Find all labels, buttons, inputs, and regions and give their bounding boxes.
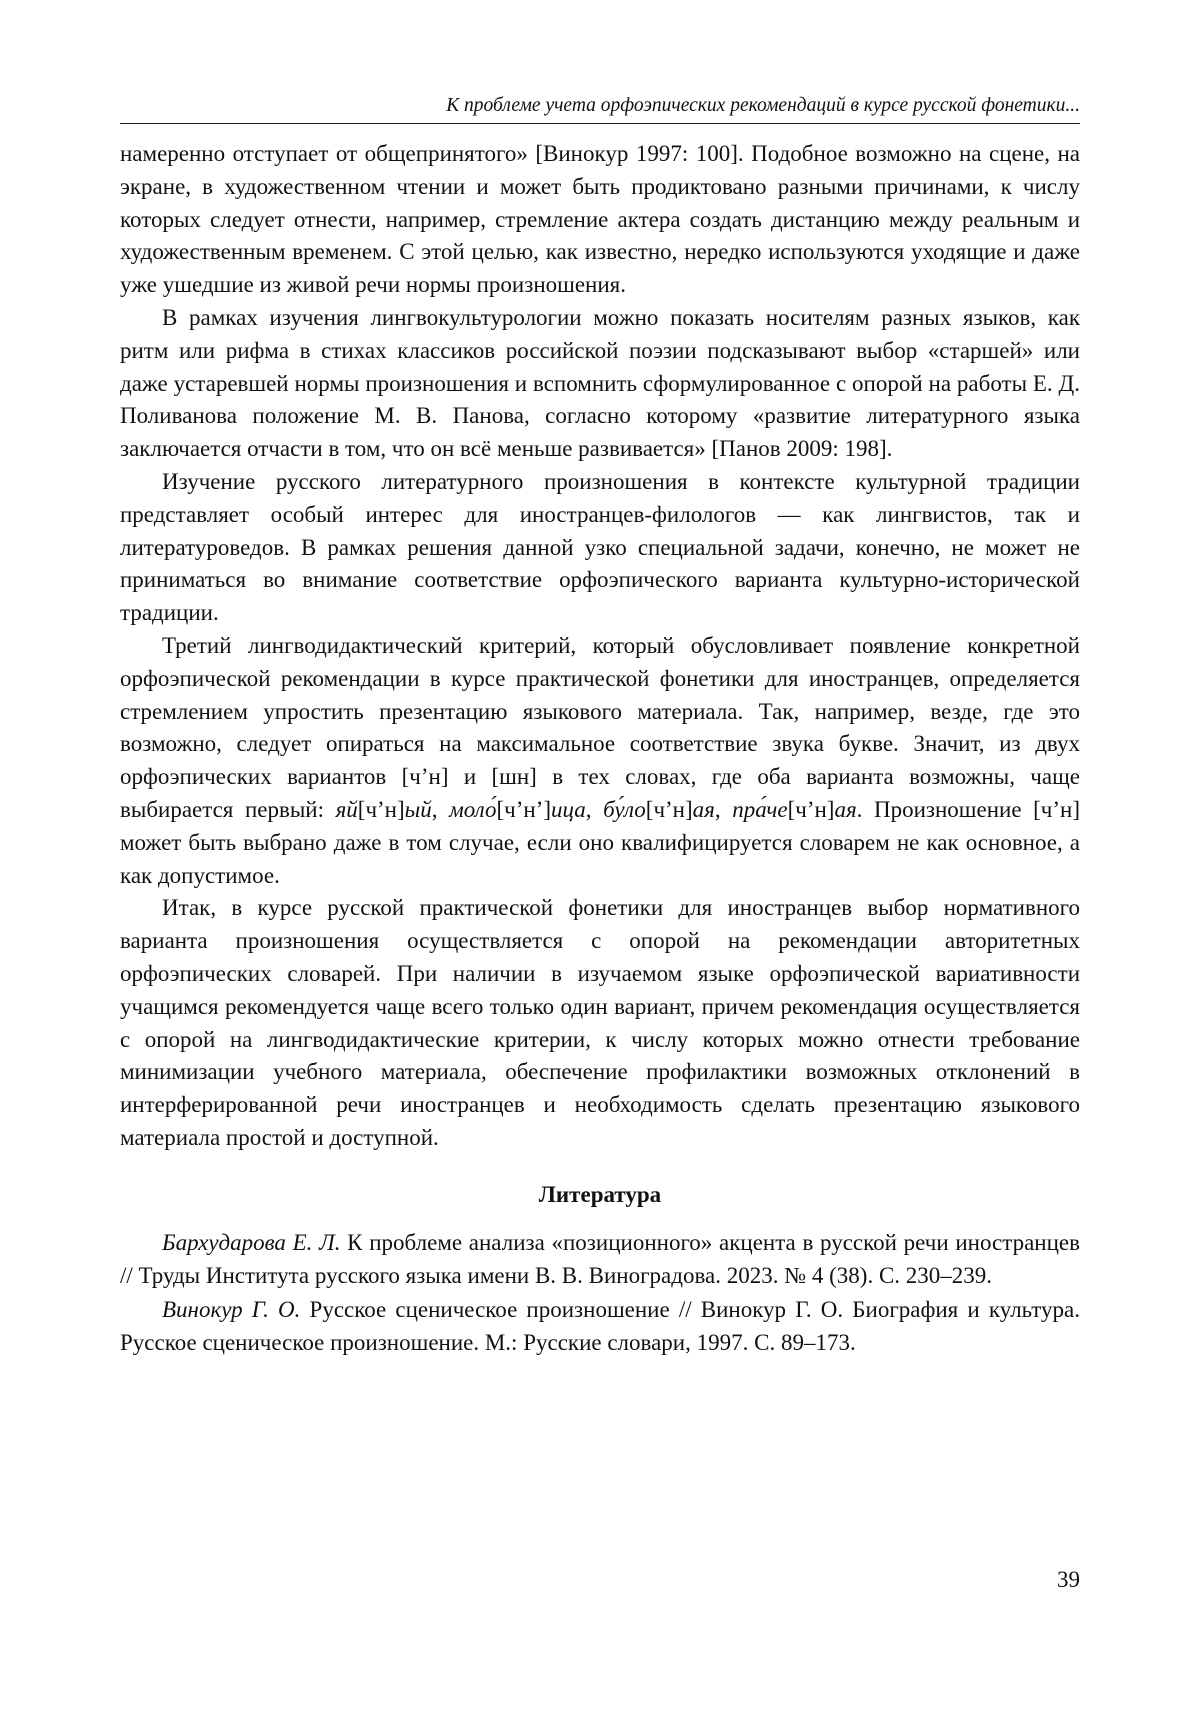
example-2-stem: моло́ [449, 796, 497, 822]
page [120, 94, 1080, 1360]
reference-text: К проблеме анализа «позиционного» акцента в русской речи иностранцев // Труды Института русского языка имени В. В. Виноградова. 2023. № 4 (38). С. 230–239. [120, 1229, 1080, 1288]
example-separator: , [585, 796, 604, 822]
paragraph-2: В рамках изучения лингвокультурологии можно показать носителям разных языков, как ритм или рифма в стихах классиков российской поэзии подсказывают выбор «старшей» или даже устаревшей нормы произношения и вспомнить сформулированное с опорой на работы Е. Д. Поливанова положение М. В. Панова, согласно которому «развитие литературного языка заключается отчасти в том, что он всё меньше развивается» [Панов 2009: 198]. [120, 304, 1080, 462]
running-header: К проблеме учета орфоэпических рекомендаций в курсе русской фонетики... [120, 94, 1080, 124]
paragraph-4-text-a: Третий лингводидактический критерий, который обусловливает появление конкретной орфоэпической рекомендации в курсе практической фонетики для иностранцев, определяется стремлением упростить презентацию языкового материала. Так, например, везде, где это возможно, следует опираться на максимальное соответствие звука букве. Значит, из двух орфоэпических вариантов [ч’н] и [шн] в тех словах, где оба варианта возможны, чаще выбирается первый: [120, 632, 1080, 822]
paragraph-5: Итак, в курсе русской практической фонетики для иностранцев выбор нормативного варианта произношения осуществляется с опорой на рекомендации авторитетных орфоэпических словарей. При наличии в изучаемом языке орфоэпической вариативности учащимся рекомендуется чаще всего только один вариант, причем рекомендация осуществляется с опорой на лингводидактические критерии, к числу которых можно отнести требование минимизации учебного материала, обеспечение профилактики возможных отклонений в интерферированной речи иностранцев и необходимость сделать презентацию языкового материала простой и доступной. [120, 895, 1080, 1150]
example-2-ending: ица [551, 796, 586, 822]
paragraph-1: намеренно отступает от общепринятого» [Винокур 1997: 100]. Подобное возможно на сцене, на экране, в художественном чтении и может быть продиктовано разными причинами, к числу которых следует отнести, например, стремление актера создать дистанцию между реальным и художественным временем. С этой целью, как известно, нередко используются уходящие и даже уже ушедшие из живой речи нормы произношения. [120, 141, 1080, 298]
body-text [120, 138, 1080, 1155]
reference-author: Винокур Г. О. [162, 1297, 301, 1323]
example-4-stem: пра́че [732, 796, 788, 822]
example-4-transcription: [ч’н] [787, 796, 835, 822]
example-4-ending: ая [834, 796, 857, 822]
example-1-stem: яй [335, 796, 358, 822]
references-title: Литература [538, 1181, 662, 1207]
paragraph-4 [120, 630, 1080, 892]
references-list [120, 1227, 1080, 1360]
example-1-ending: ый [404, 796, 432, 822]
reference-item-2 [120, 1294, 1080, 1360]
example-separator: , [431, 796, 450, 822]
example-3-ending: ая [692, 796, 715, 822]
example-3-transcription: [ч’н] [645, 796, 693, 822]
paragraph-3: Изучение русского литературного произношения в контексте культурной традиции представляет особый интерес для иностранцев-филологов — как лингвистов, так и литературоведов. В рамках решения данной узко специальной задачи, конечно, не может не приниматься во внимание соответствие орфоэпического варианта культурно-исторической традиции. [120, 468, 1080, 626]
example-separator: , [714, 796, 733, 822]
example-3-stem: бу́ло [603, 796, 646, 822]
paragraph-4-text-b: . Произношение [ч’н] может быть выбрано даже в том случае, если оно квалифицируется словарем не как основное, а как допустимое. [120, 796, 1080, 888]
example-2-transcription: [ч’н’] [496, 796, 551, 822]
reference-text: Русское сценическое произношение // Винокур Г. О. Биография и культура. Русское сценическое произношение. М.: Русские словари, 1997. С. 89–173. [120, 1297, 1080, 1356]
reference-item-1 [120, 1227, 1080, 1293]
example-1-transcription: [ч’н] [357, 796, 405, 822]
reference-author: Бархударова Е. Л. [162, 1229, 341, 1255]
page-number: 39 [1057, 1567, 1080, 1592]
